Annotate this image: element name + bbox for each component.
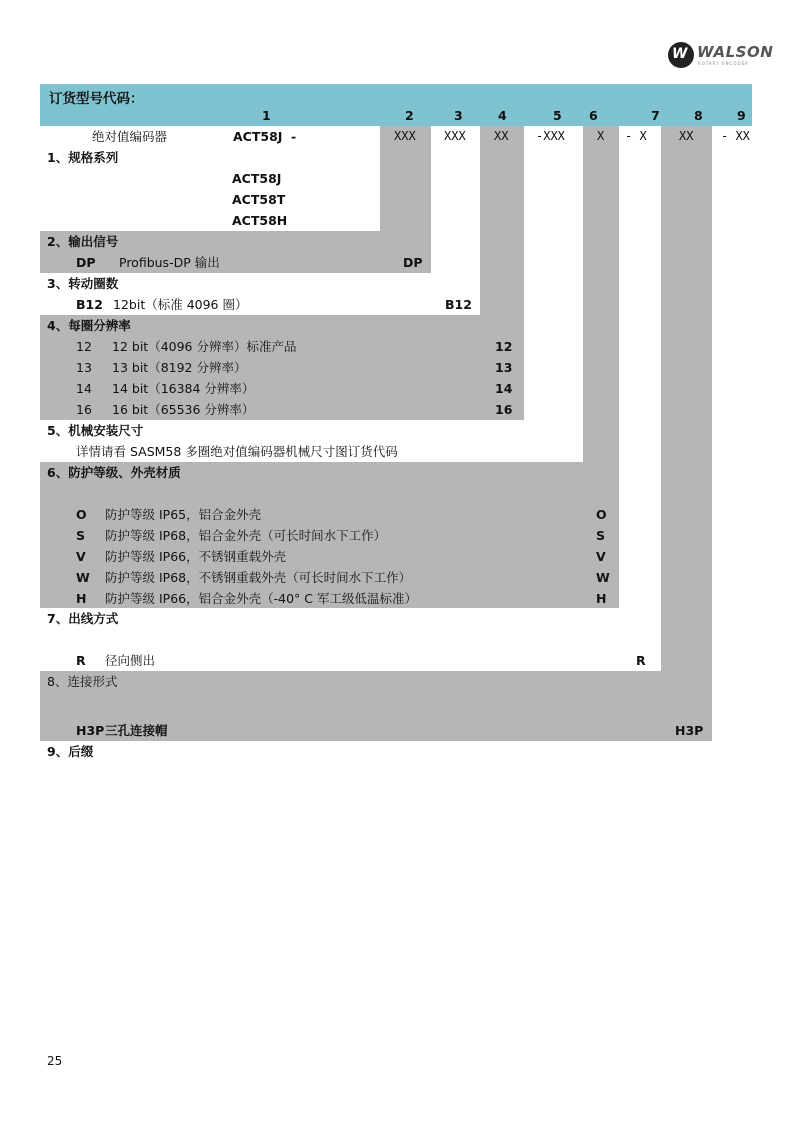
code-slot-8: XX xyxy=(679,129,694,143)
option-code: B12 xyxy=(76,297,103,312)
option-code: DP xyxy=(76,255,96,270)
page-number: 25 xyxy=(47,1054,63,1068)
option-desc: 详情请看 SASM58 多圈绝对值编码器机械尺寸图订货代码 xyxy=(76,444,398,459)
option-value: DP xyxy=(403,255,423,270)
option-value: 14 xyxy=(495,381,513,396)
option-code: O xyxy=(76,507,87,522)
column-number-2: 2 xyxy=(405,108,414,123)
product-dash: - xyxy=(291,129,297,144)
section-9-heading: 9、后缀 xyxy=(47,744,94,759)
code-slot-9: - XX xyxy=(721,129,750,143)
column-number-5: 5 xyxy=(553,108,562,123)
option-code: R xyxy=(76,653,86,668)
option-value: W xyxy=(596,570,610,585)
option-desc: 三孔连接帽 xyxy=(105,723,168,738)
option-desc: 防护等级 IP66，铝合金外壳（-40° C 军工级低温标准） xyxy=(105,591,417,606)
walson-logo xyxy=(668,40,774,72)
section-5-heading: 5、机械安装尺寸 xyxy=(47,423,144,438)
code-slot-6: X xyxy=(597,129,605,143)
option-desc: 防护等级 IP65，铝合金外壳 xyxy=(105,507,262,522)
order-code-header xyxy=(40,84,752,126)
series-option: ACT58T xyxy=(232,192,286,207)
option-code: H xyxy=(76,591,87,606)
option-desc: 13 bit（8192 分辨率） xyxy=(112,360,247,375)
option-value: H3P xyxy=(675,723,704,738)
column-number-3: 3 xyxy=(454,108,463,123)
code-slot-4: XX xyxy=(494,129,509,143)
page-title: 订货型号代码： xyxy=(49,91,144,107)
option-value: 16 xyxy=(495,402,513,417)
code-slot-3: XXX xyxy=(444,129,466,143)
logo-tagline: ROTARY ENCODER xyxy=(698,61,749,66)
section-3-heading: 3、转动圈数 xyxy=(47,276,119,291)
option-value: R xyxy=(636,653,646,668)
code-slot-5: -XXX xyxy=(536,129,565,143)
option-desc: 防护等级 IP68，不锈钢重载外壳（可长时间水下工作） xyxy=(105,570,412,585)
option-value: B12 xyxy=(445,297,472,312)
option-desc: 防护等级 IP68，铝合金外壳（可长时间水下工作） xyxy=(105,528,387,543)
code-slot-2: XXX xyxy=(394,129,416,143)
option-value: S xyxy=(596,528,606,543)
option-code: 16 xyxy=(76,402,92,417)
option-value: H xyxy=(596,591,607,606)
option-code: 12 xyxy=(76,339,92,354)
option-value: V xyxy=(596,549,606,564)
column-number-1: 1 xyxy=(262,108,271,123)
option-code: 13 xyxy=(76,360,92,375)
product-label: 绝对值编码器 xyxy=(92,129,168,144)
section-6-heading: 6、防护等级、外壳材质 xyxy=(47,465,181,480)
column-number-9: 9 xyxy=(737,108,746,123)
section-4-heading: 4、每圈分辨率 xyxy=(47,318,131,333)
column-number-6: 6 xyxy=(589,108,598,123)
section-1-heading: 1、规格系列 xyxy=(47,150,119,165)
option-desc: 12 bit（4096 分辨率）标准产品 xyxy=(112,339,297,354)
section-2-heading: 2、输出信号 xyxy=(47,234,119,249)
option-code: H3P xyxy=(76,723,105,738)
column-number-7: 7 xyxy=(651,108,660,123)
logo-brand: WALSON xyxy=(697,43,774,61)
column-number-4: 4 xyxy=(498,108,507,123)
option-value: 12 xyxy=(495,339,513,354)
option-desc: 16 bit（65536 分辨率） xyxy=(112,402,255,417)
option-desc: 14 bit（16384 分辨率） xyxy=(112,381,255,396)
column-number-8: 8 xyxy=(694,108,703,123)
option-code: W xyxy=(76,570,90,585)
option-code: S xyxy=(76,528,86,543)
option-desc: 防护等级 IP66，不锈钢重载外壳 xyxy=(105,549,287,564)
option-value: O xyxy=(596,507,607,522)
section-8-heading: 8、连接形式 xyxy=(47,674,118,689)
option-code: 14 xyxy=(76,381,92,396)
product-model: ACT58J xyxy=(233,129,283,144)
option-desc: Profibus-DP 输出 xyxy=(119,255,220,270)
section-7-heading: 7、出线方式 xyxy=(47,611,119,626)
option-code: V xyxy=(76,549,86,564)
option-desc: 径向侧出 xyxy=(105,653,156,668)
column-8-stripe xyxy=(661,126,712,741)
series-option: ACT58H xyxy=(232,213,288,228)
logo-mark-letter: W xyxy=(672,46,688,62)
option-desc: 12bit（标准 4096 圈） xyxy=(113,297,248,312)
option-value: 13 xyxy=(495,360,513,375)
code-slot-7: - X xyxy=(625,129,647,143)
series-option: ACT58J xyxy=(232,171,282,186)
